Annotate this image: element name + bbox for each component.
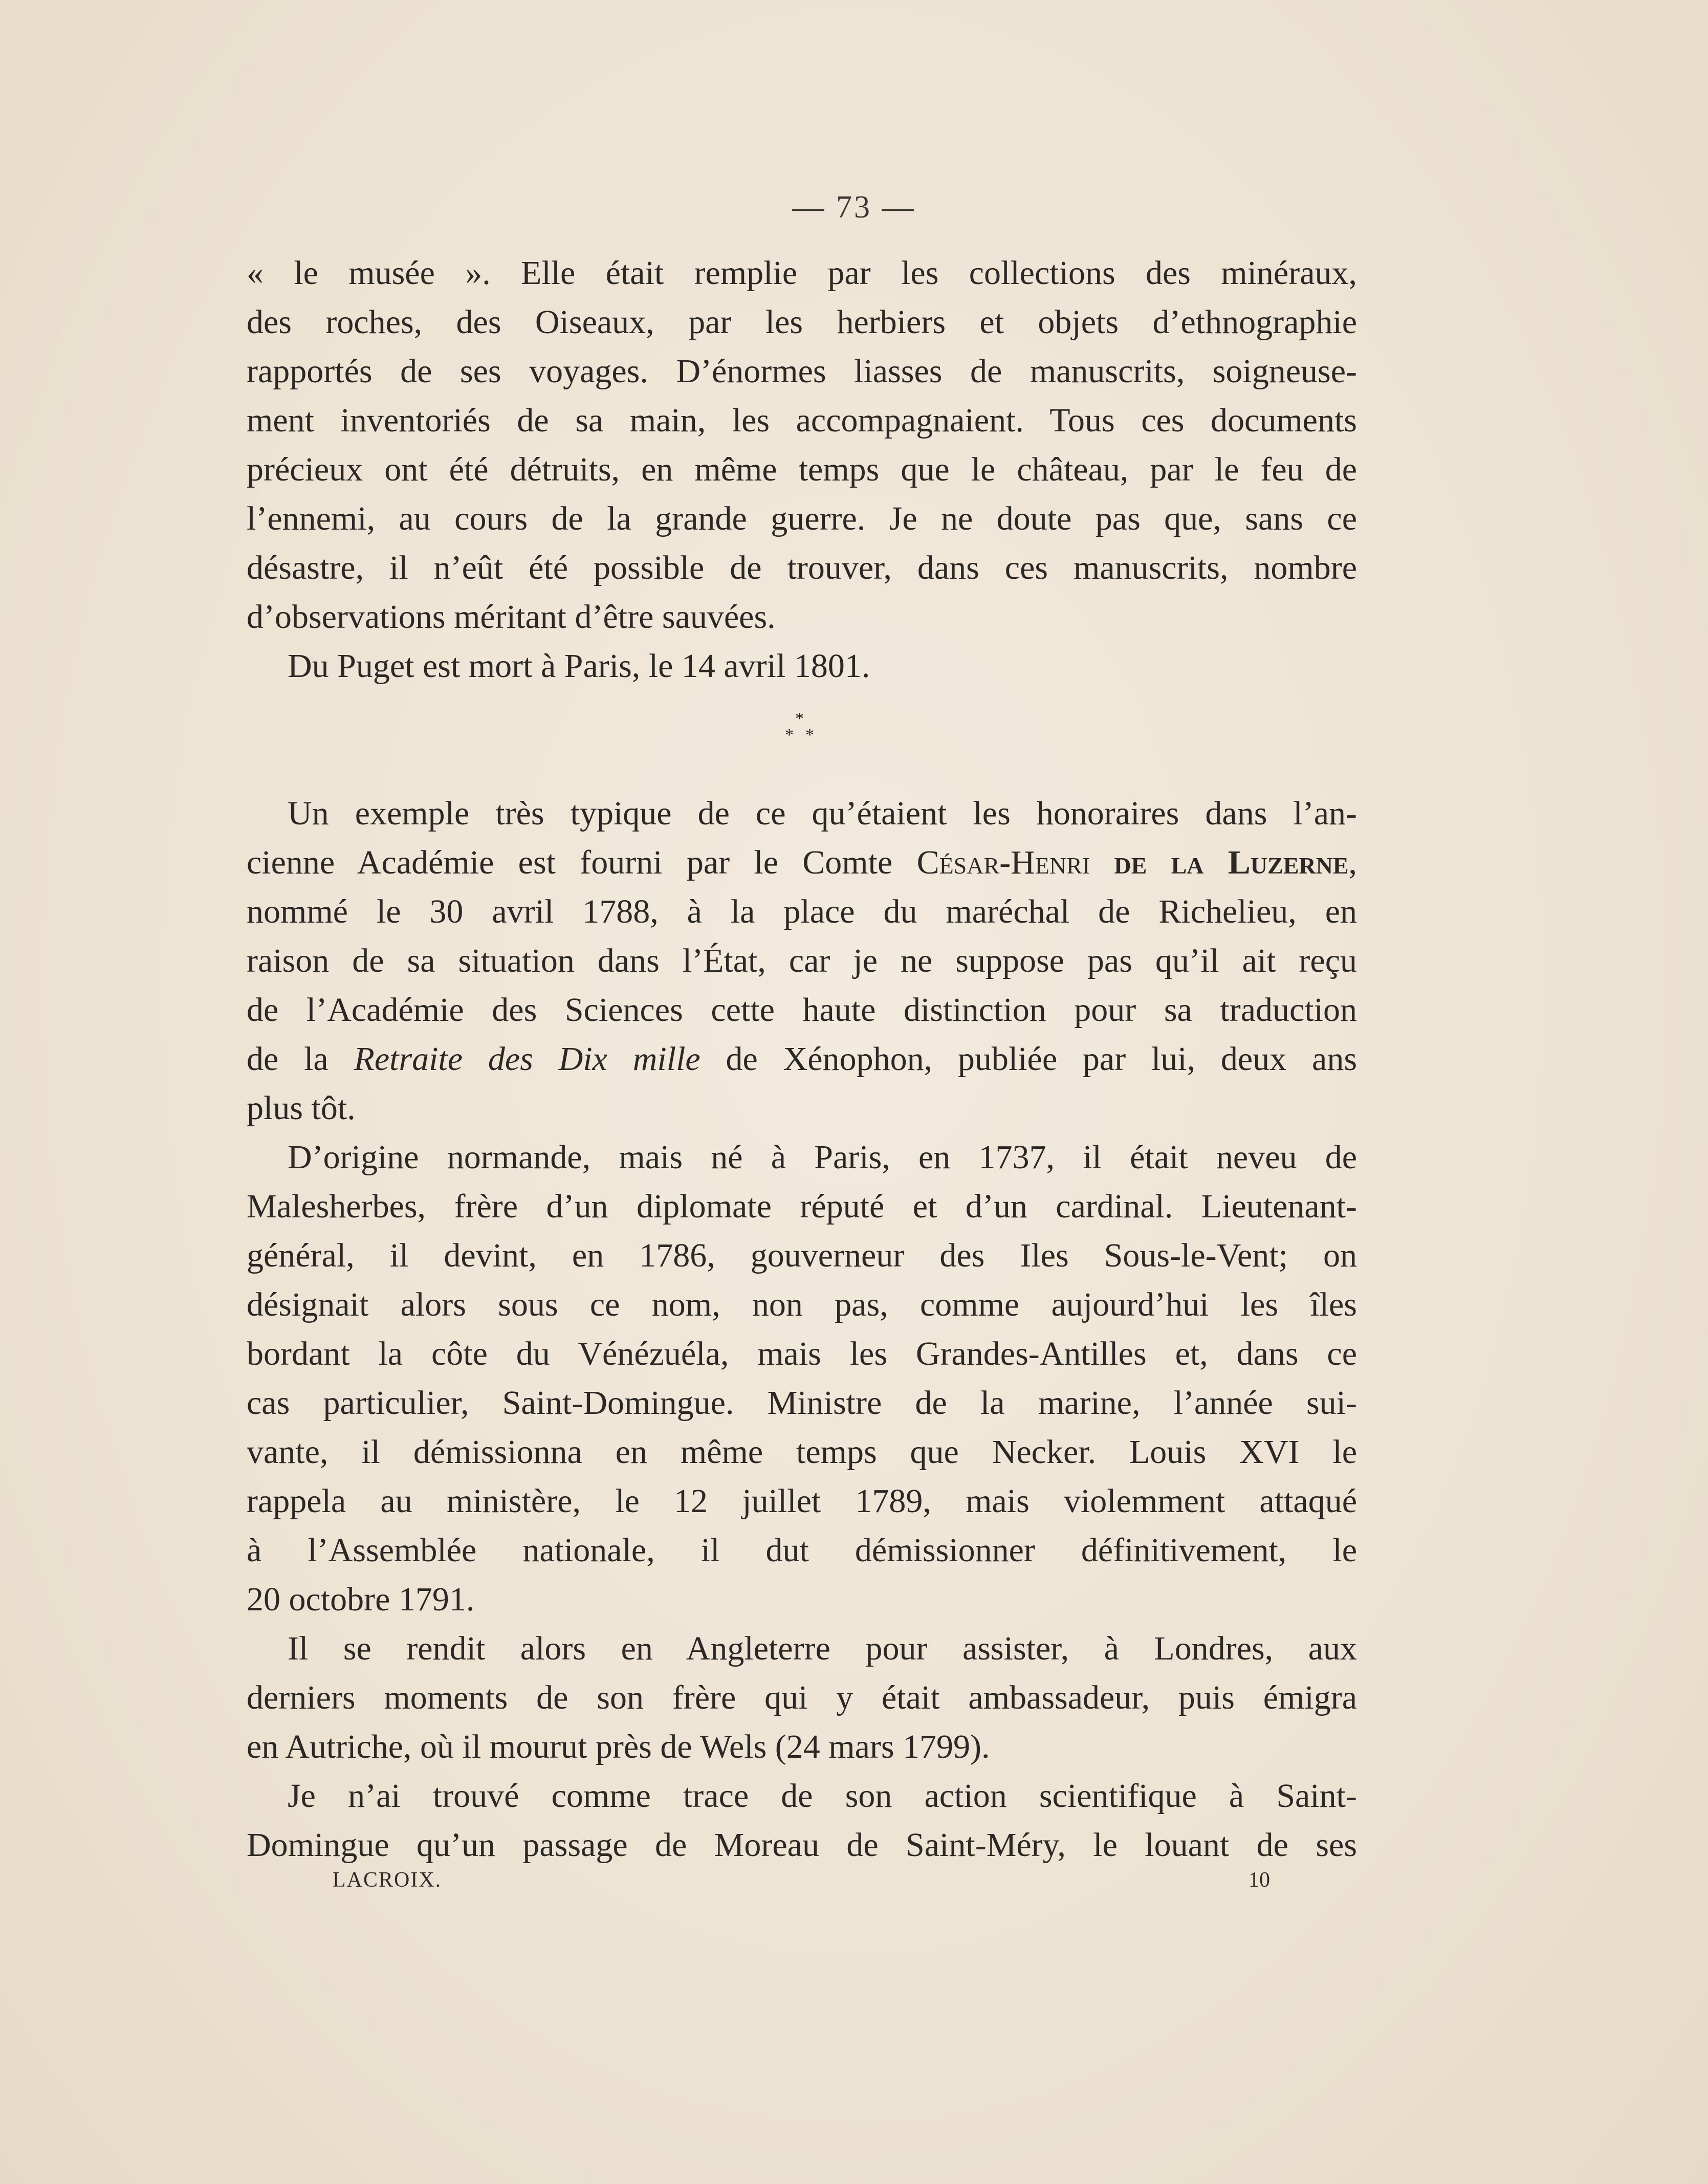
text-line: des roches, des Oiseaux, par les herbiers et objets d’ethnographie <box>247 303 1357 341</box>
text-line: de l’Académie des Sciences cette haute distinction pour sa traduction <box>247 991 1357 1029</box>
text-line: ment inventoriés de sa main, les accompagnaient. Tous ces documents <box>247 402 1357 439</box>
sheet-number: 10 <box>1249 1868 1270 1892</box>
asterism-star: * <box>785 726 794 745</box>
text-line: raison de sa situation dans l’État, car je ne suppose pas qu’il ait reçu <box>247 942 1357 979</box>
asterism-star: * <box>795 709 804 728</box>
text-line <box>247 1035 1357 1084</box>
signature-mark: LACROIX. <box>333 1868 442 1892</box>
book-title: Retraite des Dix mille <box>354 1040 700 1078</box>
text-line: plus tôt. <box>247 1089 356 1127</box>
text-line: Domingue qu’un passage de Moreau de Saint-Méry, le louant de ses <box>247 1826 1357 1864</box>
text-line: bordant la côte du Vénézuéla, mais les Grandes-Antilles et, dans ce <box>247 1335 1357 1372</box>
text-line: D’origine normande, mais né à Paris, en 1737, il était neveu de <box>288 1139 1357 1176</box>
text-line: « le musée ». Elle était remplie par les collections des minéraux, <box>247 254 1357 292</box>
text-run: de la <box>247 1040 354 1078</box>
text-line: d’observations méritant d’être sauvées. <box>247 598 776 636</box>
person-surname: de la Luzerne <box>1114 844 1349 881</box>
text-line: derniers moments de son frère qui y était ambassadeur, puis émigra <box>247 1679 1357 1716</box>
text-run: cienne Académie est fourni par le Comte <box>247 844 917 881</box>
text-line: désastre, il n’eût été possible de trouver, dans ces manuscrits, nombre <box>247 549 1357 586</box>
text-line: Malesherbes, frère d’un diplomate réputé et d’un cardinal. Lieutenant- <box>247 1188 1357 1225</box>
body-text <box>247 249 1357 1870</box>
asterism-separator <box>247 691 1357 789</box>
text-line: vante, il démissionna en même temps que Necker. Louis XVI le <box>247 1433 1357 1471</box>
person-name: César-Henri <box>916 844 1090 881</box>
text-line: nommé le 30 avril 1788, à la place du maréchal de Richelieu, en <box>247 893 1357 930</box>
text-line: rapportés de ses voyages. D’énormes liasses de manuscrits, soigneuse- <box>247 353 1357 390</box>
text-run: de Xénophon, publiée par lui, deux ans <box>700 1040 1357 1078</box>
text-line: désignait alors sous ce nom, non pas, comme aujourd’hui les îles <box>247 1286 1357 1323</box>
text-line: en Autriche, où il mourut près de Wels (24 mars 1799). <box>247 1728 990 1765</box>
text-line: Il se rendit alors en Angleterre pour assister, à Londres, aux <box>288 1630 1357 1667</box>
page-number: — 73 — <box>792 190 916 225</box>
text-line: Du Puget est mort à Paris, le 14 avril 1801. <box>288 647 870 685</box>
text-line: Un exemple très typique de ce qu’étaient les honoraires dans l’an- <box>288 795 1357 832</box>
text-line: à l’Assemblée nationale, il dut démissionner définitivement, le <box>247 1532 1357 1569</box>
text-run: , <box>1348 844 1357 881</box>
text-line: précieux ont été détruits, en même temps que le château, par le feu de <box>247 451 1357 488</box>
text-line: 20 octobre 1791. <box>247 1581 475 1618</box>
page-footer <box>0 1868 1708 1898</box>
text-line: cas particulier, Saint-Domingue. Ministre de la marine, l’année sui- <box>247 1384 1357 1422</box>
text-line: rappela au ministère, le 12 juillet 1789, mais violemment attaqué <box>247 1482 1357 1520</box>
text-line <box>247 838 1357 887</box>
text-line: Je n’ai trouvé comme trace de son action scientifique à Saint- <box>288 1777 1357 1815</box>
asterism-star: * <box>805 726 814 745</box>
text-line: général, il devint, en 1786, gouverneur des Iles Sous-le-Vent; on <box>247 1237 1357 1274</box>
text-line: l’ennemi, au cours de la grande guerre. Je ne doute pas que, sans ce <box>247 500 1357 537</box>
